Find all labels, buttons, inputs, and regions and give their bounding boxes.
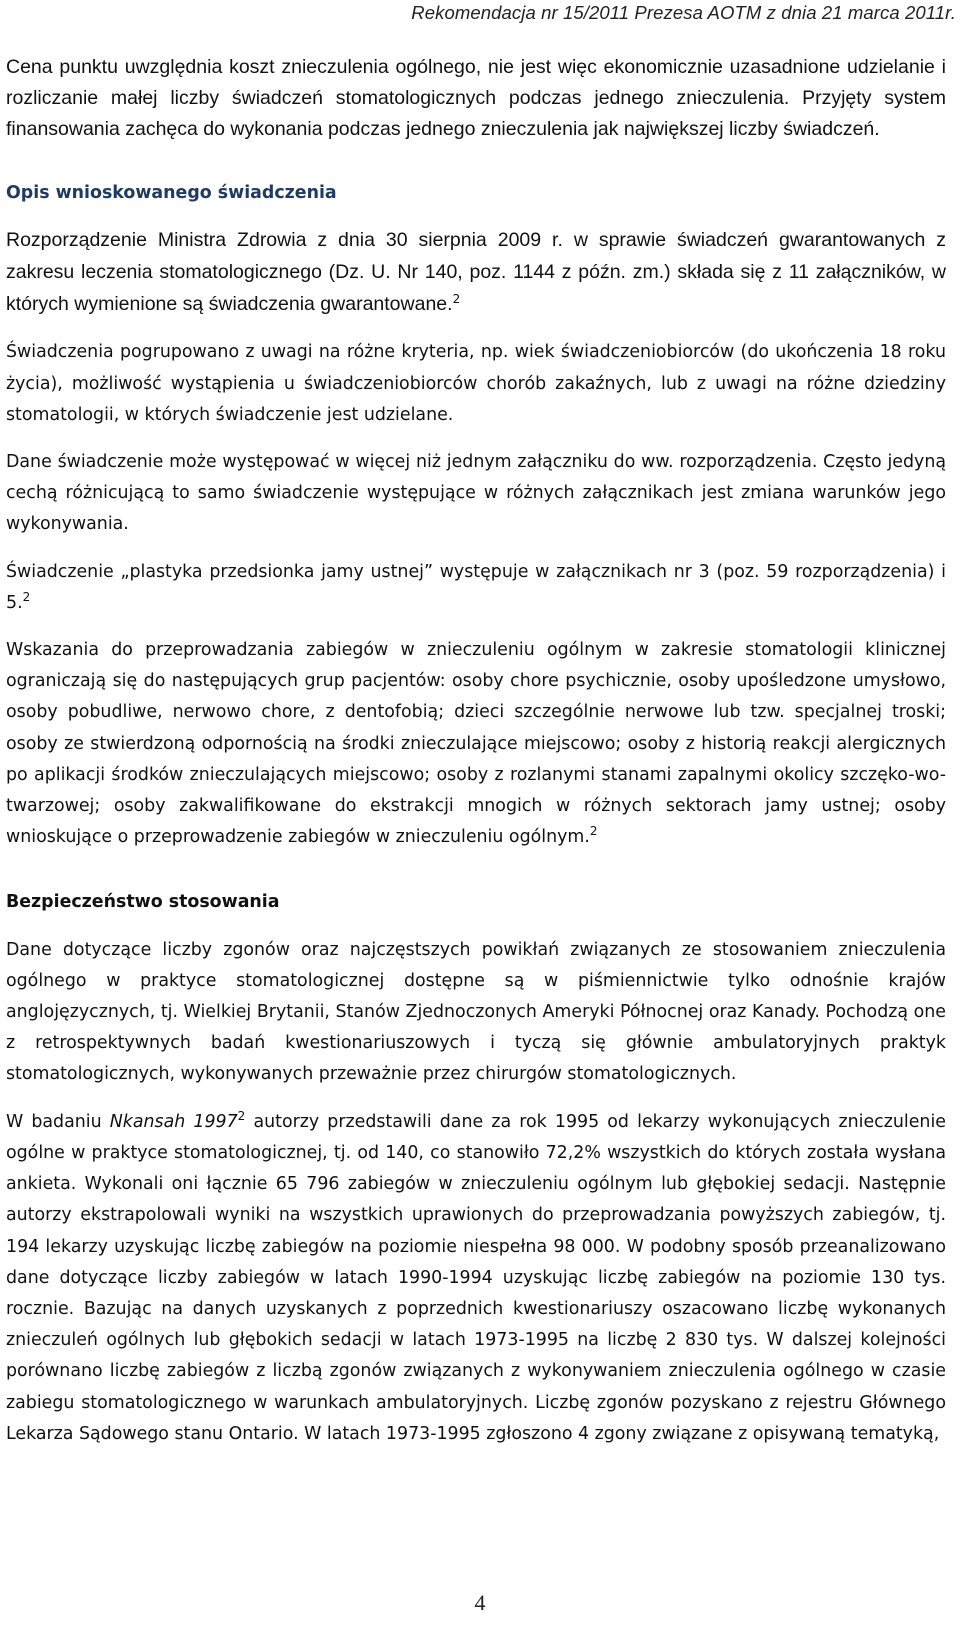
paragraph-grouping: Świadczenia pogrupowano z uwagi na różne kryteria, np. wiek świadczeniobiorców (do ukończenia 18 roku życia), możliwość wystąpienia u świadczeniobiorców chorób zakaźnych, lub z uwagi na różne dziedziny stomatologii, w których świadczenie jest udzielane.	[6, 342, 946, 425]
study-lead-text: W badaniu	[6, 1111, 110, 1132]
study-citation: Nkansah 1997	[109, 1111, 238, 1132]
paragraph-multiple-annexes: Dane świadczenie może występować w więcej niż jednym załączniku do ww. rozporządzenia. Często jedyną cechą różnicującą to samo świadczenie występujące w różnych załącznikach jest zmiana warunków jego wykonywania.	[6, 452, 946, 535]
footnote-ref: 2	[237, 1108, 246, 1123]
paragraph-vestibuloplasty	[6, 557, 946, 619]
paragraph-indications	[6, 635, 946, 853]
page-number: 4	[474, 1590, 486, 1615]
paragraph-nkansah-study	[6, 1107, 946, 1450]
paragraph-regulation	[6, 225, 946, 322]
indications-text: Wskazania do przeprowadzania zabiegów w znieczuleniu ogólnym w zakresie stomatologii klinicznej ograniczają się do następujących grup pacjentów: osoby chore psychicznie, osoby upośledzone umysłowo, osoby pobudliwe, nerwowo chore, z dentofobią; dzieci szczególnie nerwowe lub tzw. specjalnej troski; osoby ze stwierdzoną odpornością na środki znieczulające miejscowo; osoby z historią reakcji alergicznych po aplikacji środków znieczulających miejscowo; osoby z rozlanymi stanami zapalnymi okolicy szczęko-wo-twarzowej; osoby zakwalifikowane do ekstrakcji mnogich w różnych sektorach jamy ustnej; osoby wnioskujące o przeprowadzenie zabiegów w znieczuleniu ogólnym.	[6, 640, 946, 848]
running-header: Rekomendacja nr 15/2011 Prezesa AOTM z dnia 21 marca 2011r.	[411, 2, 956, 23]
vestibuloplasty-text: Świadczenie „plastyka przedsionka jamy ustnej” występuje w załącznikach nr 3 (poz. 59 rozporządzenia) i 5.	[6, 561, 946, 613]
section-heading-safety: Bezpieczeństwo stosowania	[6, 892, 280, 913]
regulation-text: Rozporządzenie Ministra Zdrowia z dnia 30 sierpnia 2009 r. w sprawie świadczeń gwarantowanych z zakresu leczenia stomatologicznego (Dz. U. Nr 140, poz. 1144 z późn. zm.) składa się z 11 załączników, w których wymienione są świadczenia gwarantowane.	[6, 228, 946, 316]
paragraph-safety-data: Dane dotyczące liczby zgonów oraz najczęstszych powikłań związanych ze stosowaniem znieczulenia ogólnego w praktyce stomatologicznej dostępne są w piśmiennictwie tylko odnośnie krajów anglojęzycznych, tj. Wielkiej Brytanii, Stanów Zjednoczonych Ameryki Północnej oraz Kanady. Pochodzą one z retrospektywnych badań kwestionariuszowych i tyczą się głównie ambulatoryjnych praktyk stomatologicznych, wykonywanych przeważnie przez chirurgów stomatologicznych.	[6, 939, 946, 1085]
study-body-text: autorzy przedstawili dane za rok 1995 od lekarzy wykonujących znieczulenie ogólne w praktyce stomatologicznej, tj. od 140, co stanowiło 72,2% wszystkich do których została wysłana ankieta. Wykonali oni łącznie 65 796 zabiegów w znieczuleniu ogólnym lub głębokiej sedacji. Następnie autorzy ekstrapolowali wyniki na wszystkich uprawionych do przeprowadzania powyższych zabiegów, tj. 194 lekarzy uzyskując liczbę zabiegów na poziomie niespełna 98 000. W podobny sposób przeanalizowano dane dotyczące liczby zabiegów w latach 1990-1994 uzyskując liczbę zabiegów na poziomie 130 tys. rocznie. Bazując na danych uzyskanych z poprzednich kwestionariuszy oszacowano liczbę wykonanych znieczuleń ogólnych lub głębokich sedacji w latach 1973-1995 na liczbę 2 830 tys. W dalszej kolejności porównano liczbę zabiegów z liczbą zgonów związanych z wykonywaniem znieczulenia ogólnego w czasie zabiegu stomatologicznego w warunkach ambulatoryjnych. Liczbę zgonów pozyskano z rejestru Głównego Lekarza Sądowego stanu Ontario. W latach 1973-1995 zgłoszono 4 zgony związane z opisywaną tematyką,	[6, 1111, 946, 1444]
section-heading-description: Opis wnioskowanego świadczenia	[6, 182, 337, 203]
footnote-ref: 2	[22, 590, 31, 605]
document-body	[6, 52, 946, 1450]
footnote-ref: 2	[452, 292, 461, 307]
paragraph-cost-note: Cena punktu uwzględnia koszt znieczulenia ogólnego, nie jest więc ekonomicznie uzasadnione udzielanie i rozliczanie małej liczby świadczeń stomatologicznych podczas jednego znieczulenia. Przyjęty system finansowania zachęca do wykonania podczas jednego znieczulenia jak największej liczby świadczeń.	[6, 56, 946, 141]
footnote-ref: 2	[589, 824, 598, 839]
